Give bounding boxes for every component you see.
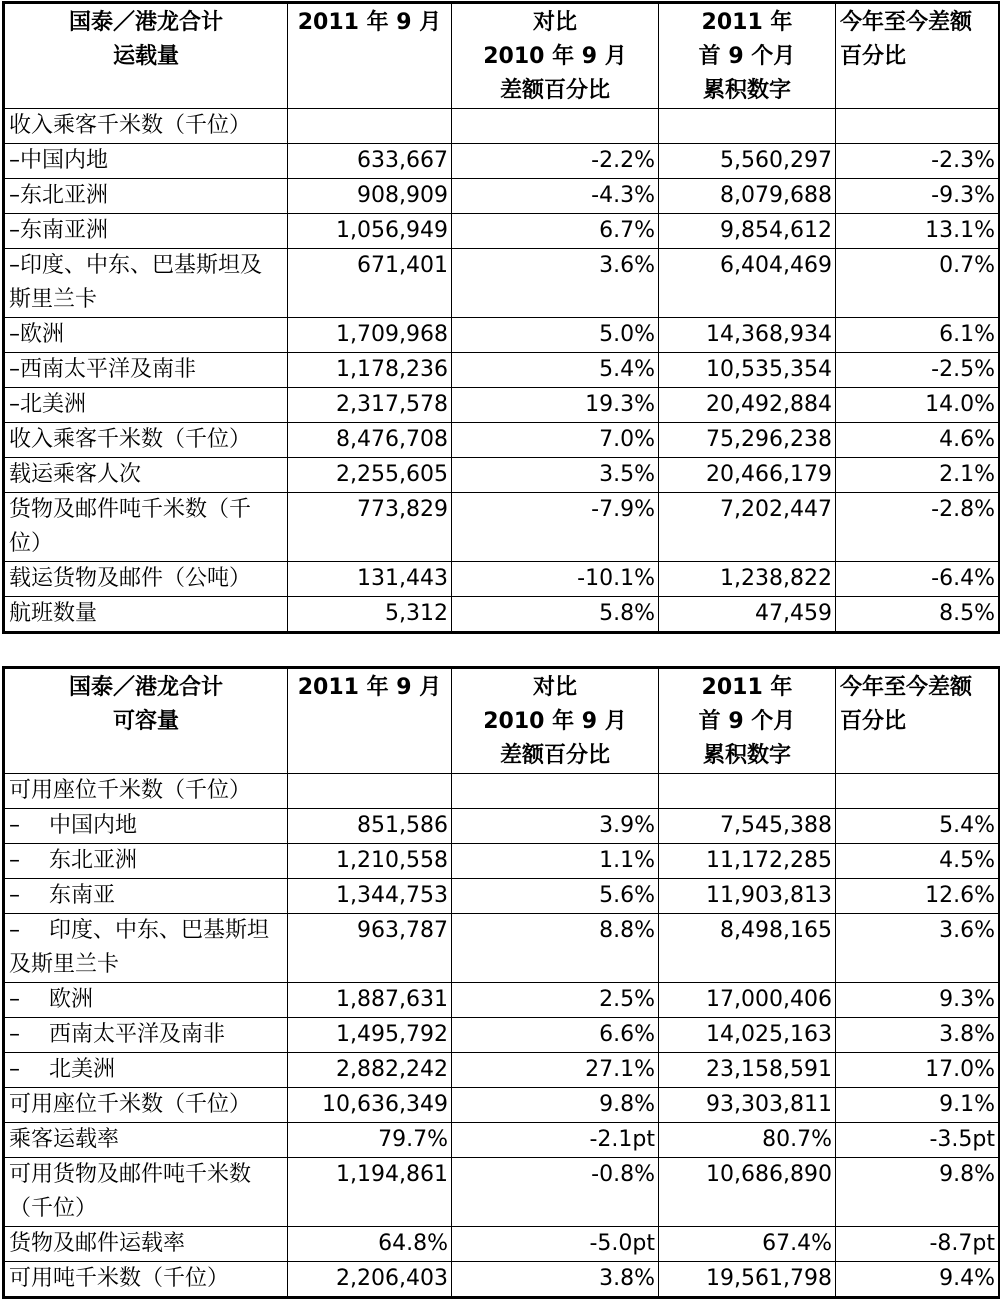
- value-month: 2,255,605: [288, 458, 452, 493]
- row-label: [4, 318, 288, 353]
- row-label: [4, 1227, 288, 1262]
- value-month: [288, 774, 452, 809]
- row-label-text: 西南太平洋及南非: [49, 1022, 226, 1047]
- value-ytd-change: 8.5%: [836, 597, 1000, 633]
- table-row: [4, 1158, 1000, 1227]
- value-month: 64.8%: [288, 1227, 452, 1262]
- value-ytd-change: -8.7pt: [836, 1227, 1000, 1262]
- value-ytd-total: 8,498,165: [659, 914, 836, 983]
- row-label-text: 航班数量: [9, 601, 98, 626]
- table-row: [4, 1088, 1000, 1123]
- row-label-text: 印度、中东、巴基斯坦及斯里兰卡: [9, 918, 270, 977]
- value-ytd-change: 4.6%: [836, 423, 1000, 458]
- header-category: 国泰／港龙合计 运载量: [4, 3, 288, 109]
- table-row: [4, 597, 1000, 633]
- row-label-text: 货物及邮件吨千米数（千位）: [9, 497, 252, 556]
- value-month: 10,636,349: [288, 1088, 452, 1123]
- table-header-row: [4, 668, 1000, 774]
- header-ytd-total: 2011 年 首 9 个月 累积数字: [659, 3, 836, 109]
- row-dash: –: [9, 883, 20, 908]
- header-month: 2011 年 9 月: [288, 3, 452, 109]
- value-month: 5,312: [288, 597, 452, 633]
- table-row: [4, 844, 1000, 879]
- value-yoy-change: 3.6%: [452, 249, 659, 318]
- value-yoy-change: 3.5%: [452, 458, 659, 493]
- row-label: [4, 809, 288, 844]
- row-label-text: 中国内地: [49, 813, 138, 838]
- value-yoy-change: -10.1%: [452, 562, 659, 597]
- value-ytd-change: 14.0%: [836, 388, 1000, 423]
- table-header-row: [4, 3, 1000, 109]
- value-ytd-total: 14,025,163: [659, 1018, 836, 1053]
- value-ytd-total: 47,459: [659, 597, 836, 633]
- row-label-text: –印度、中东、巴基斯坦及斯里兰卡: [9, 253, 263, 312]
- value-yoy-change: 6.6%: [452, 1018, 659, 1053]
- value-ytd-change: 9.3%: [836, 983, 1000, 1018]
- value-yoy-change: -2.1pt: [452, 1123, 659, 1158]
- row-label: [4, 249, 288, 318]
- value-month: 633,667: [288, 144, 452, 179]
- value-ytd-total: 93,303,811: [659, 1088, 836, 1123]
- table-row: [4, 493, 1000, 562]
- table-row: [4, 1227, 1000, 1262]
- value-yoy-change: 9.8%: [452, 1088, 659, 1123]
- value-yoy-change: -7.9%: [452, 493, 659, 562]
- row-dash: –: [9, 1022, 20, 1047]
- value-yoy-change: 5.8%: [452, 597, 659, 633]
- value-ytd-change: 4.5%: [836, 844, 1000, 879]
- value-yoy-change: 19.3%: [452, 388, 659, 423]
- row-label-text: –中国内地: [9, 148, 109, 173]
- row-label: [4, 1262, 288, 1298]
- value-yoy-change: -2.2%: [452, 144, 659, 179]
- row-label: [4, 1088, 288, 1123]
- value-ytd-total: 5,560,297: [659, 144, 836, 179]
- value-yoy-change: -5.0pt: [452, 1227, 659, 1262]
- value-yoy-change: [452, 109, 659, 144]
- value-ytd-change: 3.6%: [836, 914, 1000, 983]
- value-month: 1,194,861: [288, 1158, 452, 1227]
- table-row: [4, 879, 1000, 914]
- row-label-text: 东南亚: [49, 883, 116, 908]
- value-yoy-change: 27.1%: [452, 1053, 659, 1088]
- traffic-table: [2, 1, 1000, 634]
- table-row: [4, 809, 1000, 844]
- row-label: [4, 914, 288, 983]
- table-row: [4, 423, 1000, 458]
- row-label: [4, 844, 288, 879]
- value-ytd-total: 10,535,354: [659, 353, 836, 388]
- capacity-table: [2, 666, 1000, 1299]
- row-label: [4, 1053, 288, 1088]
- row-label-text: 可用吨千米数（千位）: [9, 1266, 230, 1291]
- value-month: 1,709,968: [288, 318, 452, 353]
- value-yoy-change: [452, 774, 659, 809]
- row-label-text: 载运货物及邮件（公吨）: [9, 566, 252, 591]
- row-label: [4, 458, 288, 493]
- value-yoy-change: 3.8%: [452, 1262, 659, 1298]
- value-yoy-change: 2.5%: [452, 983, 659, 1018]
- row-label: [4, 774, 288, 809]
- value-ytd-change: -2.5%: [836, 353, 1000, 388]
- value-ytd-total: 20,492,884: [659, 388, 836, 423]
- value-ytd-total: 80.7%: [659, 1123, 836, 1158]
- value-ytd-change: 9.1%: [836, 1088, 1000, 1123]
- value-yoy-change: 7.0%: [452, 423, 659, 458]
- value-ytd-change: 3.8%: [836, 1018, 1000, 1053]
- row-label: [4, 423, 288, 458]
- row-label-text: 乘客运载率: [9, 1127, 120, 1152]
- value-month: 1,178,236: [288, 353, 452, 388]
- value-yoy-change: 8.8%: [452, 914, 659, 983]
- capacity-table-body: [4, 774, 1000, 1298]
- row-label: [4, 493, 288, 562]
- row-label: [4, 879, 288, 914]
- value-ytd-total: 20,466,179: [659, 458, 836, 493]
- value-ytd-total: 75,296,238: [659, 423, 836, 458]
- value-month: 851,586: [288, 809, 452, 844]
- value-month: 2,882,242: [288, 1053, 452, 1088]
- value-ytd-total: 67.4%: [659, 1227, 836, 1262]
- value-ytd-total: 17,000,406: [659, 983, 836, 1018]
- row-label-text: –欧洲: [9, 322, 65, 347]
- row-dash: –: [9, 1057, 20, 1082]
- row-label-text: 载运乘客人次: [9, 462, 142, 487]
- value-ytd-change: 5.4%: [836, 809, 1000, 844]
- value-month: 2,206,403: [288, 1262, 452, 1298]
- row-label-text: 可用货物及邮件吨千米数（千位）: [9, 1162, 252, 1221]
- value-yoy-change: 1.1%: [452, 844, 659, 879]
- row-label: [4, 353, 288, 388]
- row-label: [4, 983, 288, 1018]
- value-month: 79.7%: [288, 1123, 452, 1158]
- row-label: [4, 562, 288, 597]
- table-row: [4, 214, 1000, 249]
- value-month: 671,401: [288, 249, 452, 318]
- row-label-text: 货物及邮件运载率: [9, 1231, 186, 1256]
- value-ytd-total: 7,545,388: [659, 809, 836, 844]
- value-ytd-total: 6,404,469: [659, 249, 836, 318]
- value-ytd-total: 8,079,688: [659, 179, 836, 214]
- value-ytd-change: -6.4%: [836, 562, 1000, 597]
- table-row: [4, 1262, 1000, 1298]
- traffic-table-body: [4, 109, 1000, 633]
- header-yoy-change: 对比 2010 年 9 月 差额百分比: [452, 668, 659, 774]
- row-label-text: 收入乘客千米数（千位）: [9, 427, 252, 452]
- table-row: [4, 774, 1000, 809]
- row-label: [4, 144, 288, 179]
- row-label: [4, 597, 288, 633]
- row-dash: –: [9, 813, 20, 838]
- row-dash: –: [9, 918, 20, 943]
- value-month: 131,443: [288, 562, 452, 597]
- value-month: 908,909: [288, 179, 452, 214]
- value-ytd-total: [659, 774, 836, 809]
- value-yoy-change: 5.0%: [452, 318, 659, 353]
- row-label-text: –北美洲: [9, 392, 87, 417]
- row-label: [4, 1018, 288, 1053]
- table-row: [4, 249, 1000, 318]
- row-label: [4, 109, 288, 144]
- row-label: [4, 1123, 288, 1158]
- header-yoy-change: 对比 2010 年 9 月 差额百分比: [452, 3, 659, 109]
- value-ytd-change: -3.5pt: [836, 1123, 1000, 1158]
- table-row: [4, 983, 1000, 1018]
- table-row: [4, 179, 1000, 214]
- row-label-text: –西南太平洋及南非: [9, 357, 197, 382]
- table-row: [4, 458, 1000, 493]
- table-row: [4, 318, 1000, 353]
- row-label-text: 东北亚洲: [49, 848, 138, 873]
- value-month: 8,476,708: [288, 423, 452, 458]
- table-row: [4, 353, 1000, 388]
- value-month: 1,887,631: [288, 983, 452, 1018]
- header-month: 2011 年 9 月: [288, 668, 452, 774]
- table-row: [4, 109, 1000, 144]
- value-ytd-total: 9,854,612: [659, 214, 836, 249]
- value-yoy-change: -0.8%: [452, 1158, 659, 1227]
- header-ytd-total: 2011 年 首 9 个月 累积数字: [659, 668, 836, 774]
- table-row: [4, 388, 1000, 423]
- value-month: [288, 109, 452, 144]
- value-ytd-total: 10,686,890: [659, 1158, 836, 1227]
- value-ytd-change: 12.6%: [836, 879, 1000, 914]
- value-ytd-total: 14,368,934: [659, 318, 836, 353]
- row-label-text: –东北亚洲: [9, 183, 109, 208]
- table-row: [4, 1018, 1000, 1053]
- value-month: 1,056,949: [288, 214, 452, 249]
- value-ytd-change: 9.8%: [836, 1158, 1000, 1227]
- value-yoy-change: -4.3%: [452, 179, 659, 214]
- value-yoy-change: 3.9%: [452, 809, 659, 844]
- header-ytd-change: 今年至今差额 百分比: [836, 668, 1000, 774]
- table-row: [4, 1053, 1000, 1088]
- value-ytd-total: 11,172,285: [659, 844, 836, 879]
- value-ytd-total: 11,903,813: [659, 879, 836, 914]
- value-ytd-change: 0.7%: [836, 249, 1000, 318]
- value-ytd-change: 9.4%: [836, 1262, 1000, 1298]
- value-ytd-total: 1,238,822: [659, 562, 836, 597]
- row-dash: –: [9, 987, 20, 1012]
- value-ytd-change: -9.3%: [836, 179, 1000, 214]
- row-label: [4, 1158, 288, 1227]
- value-ytd-change: -2.8%: [836, 493, 1000, 562]
- row-label-text: 可用座位千米数（千位）: [9, 778, 252, 803]
- table-row: [4, 562, 1000, 597]
- row-label-text: 可用座位千米数（千位）: [9, 1092, 252, 1117]
- value-ytd-change: [836, 774, 1000, 809]
- row-label-text: 北美洲: [49, 1057, 116, 1082]
- value-month: 2,317,578: [288, 388, 452, 423]
- value-yoy-change: 6.7%: [452, 214, 659, 249]
- value-ytd-change: 6.1%: [836, 318, 1000, 353]
- value-ytd-total: 19,561,798: [659, 1262, 836, 1298]
- value-month: 1,495,792: [288, 1018, 452, 1053]
- value-ytd-total: 7,202,447: [659, 493, 836, 562]
- table-row: [4, 144, 1000, 179]
- value-yoy-change: 5.6%: [452, 879, 659, 914]
- row-label-text: 欧洲: [49, 987, 94, 1012]
- value-yoy-change: 5.4%: [452, 353, 659, 388]
- row-label-text: 收入乘客千米数（千位）: [9, 113, 252, 138]
- row-label: [4, 388, 288, 423]
- header-category: 国泰／港龙合计 可容量: [4, 668, 288, 774]
- row-label-text: –东南亚洲: [9, 218, 109, 243]
- value-ytd-change: 17.0%: [836, 1053, 1000, 1088]
- row-label: [4, 214, 288, 249]
- value-ytd-total: 23,158,591: [659, 1053, 836, 1088]
- row-dash: –: [9, 848, 20, 873]
- value-ytd-change: 2.1%: [836, 458, 1000, 493]
- value-ytd-change: 13.1%: [836, 214, 1000, 249]
- value-month: 963,787: [288, 914, 452, 983]
- value-month: 1,344,753: [288, 879, 452, 914]
- value-ytd-total: [659, 109, 836, 144]
- value-ytd-change: -2.3%: [836, 144, 1000, 179]
- value-ytd-change: [836, 109, 1000, 144]
- header-ytd-change: 今年至今差额 百分比: [836, 3, 1000, 109]
- table-row: [4, 1123, 1000, 1158]
- row-label: [4, 179, 288, 214]
- table-row: [4, 914, 1000, 983]
- value-month: 1,210,558: [288, 844, 452, 879]
- value-month: 773,829: [288, 493, 452, 562]
